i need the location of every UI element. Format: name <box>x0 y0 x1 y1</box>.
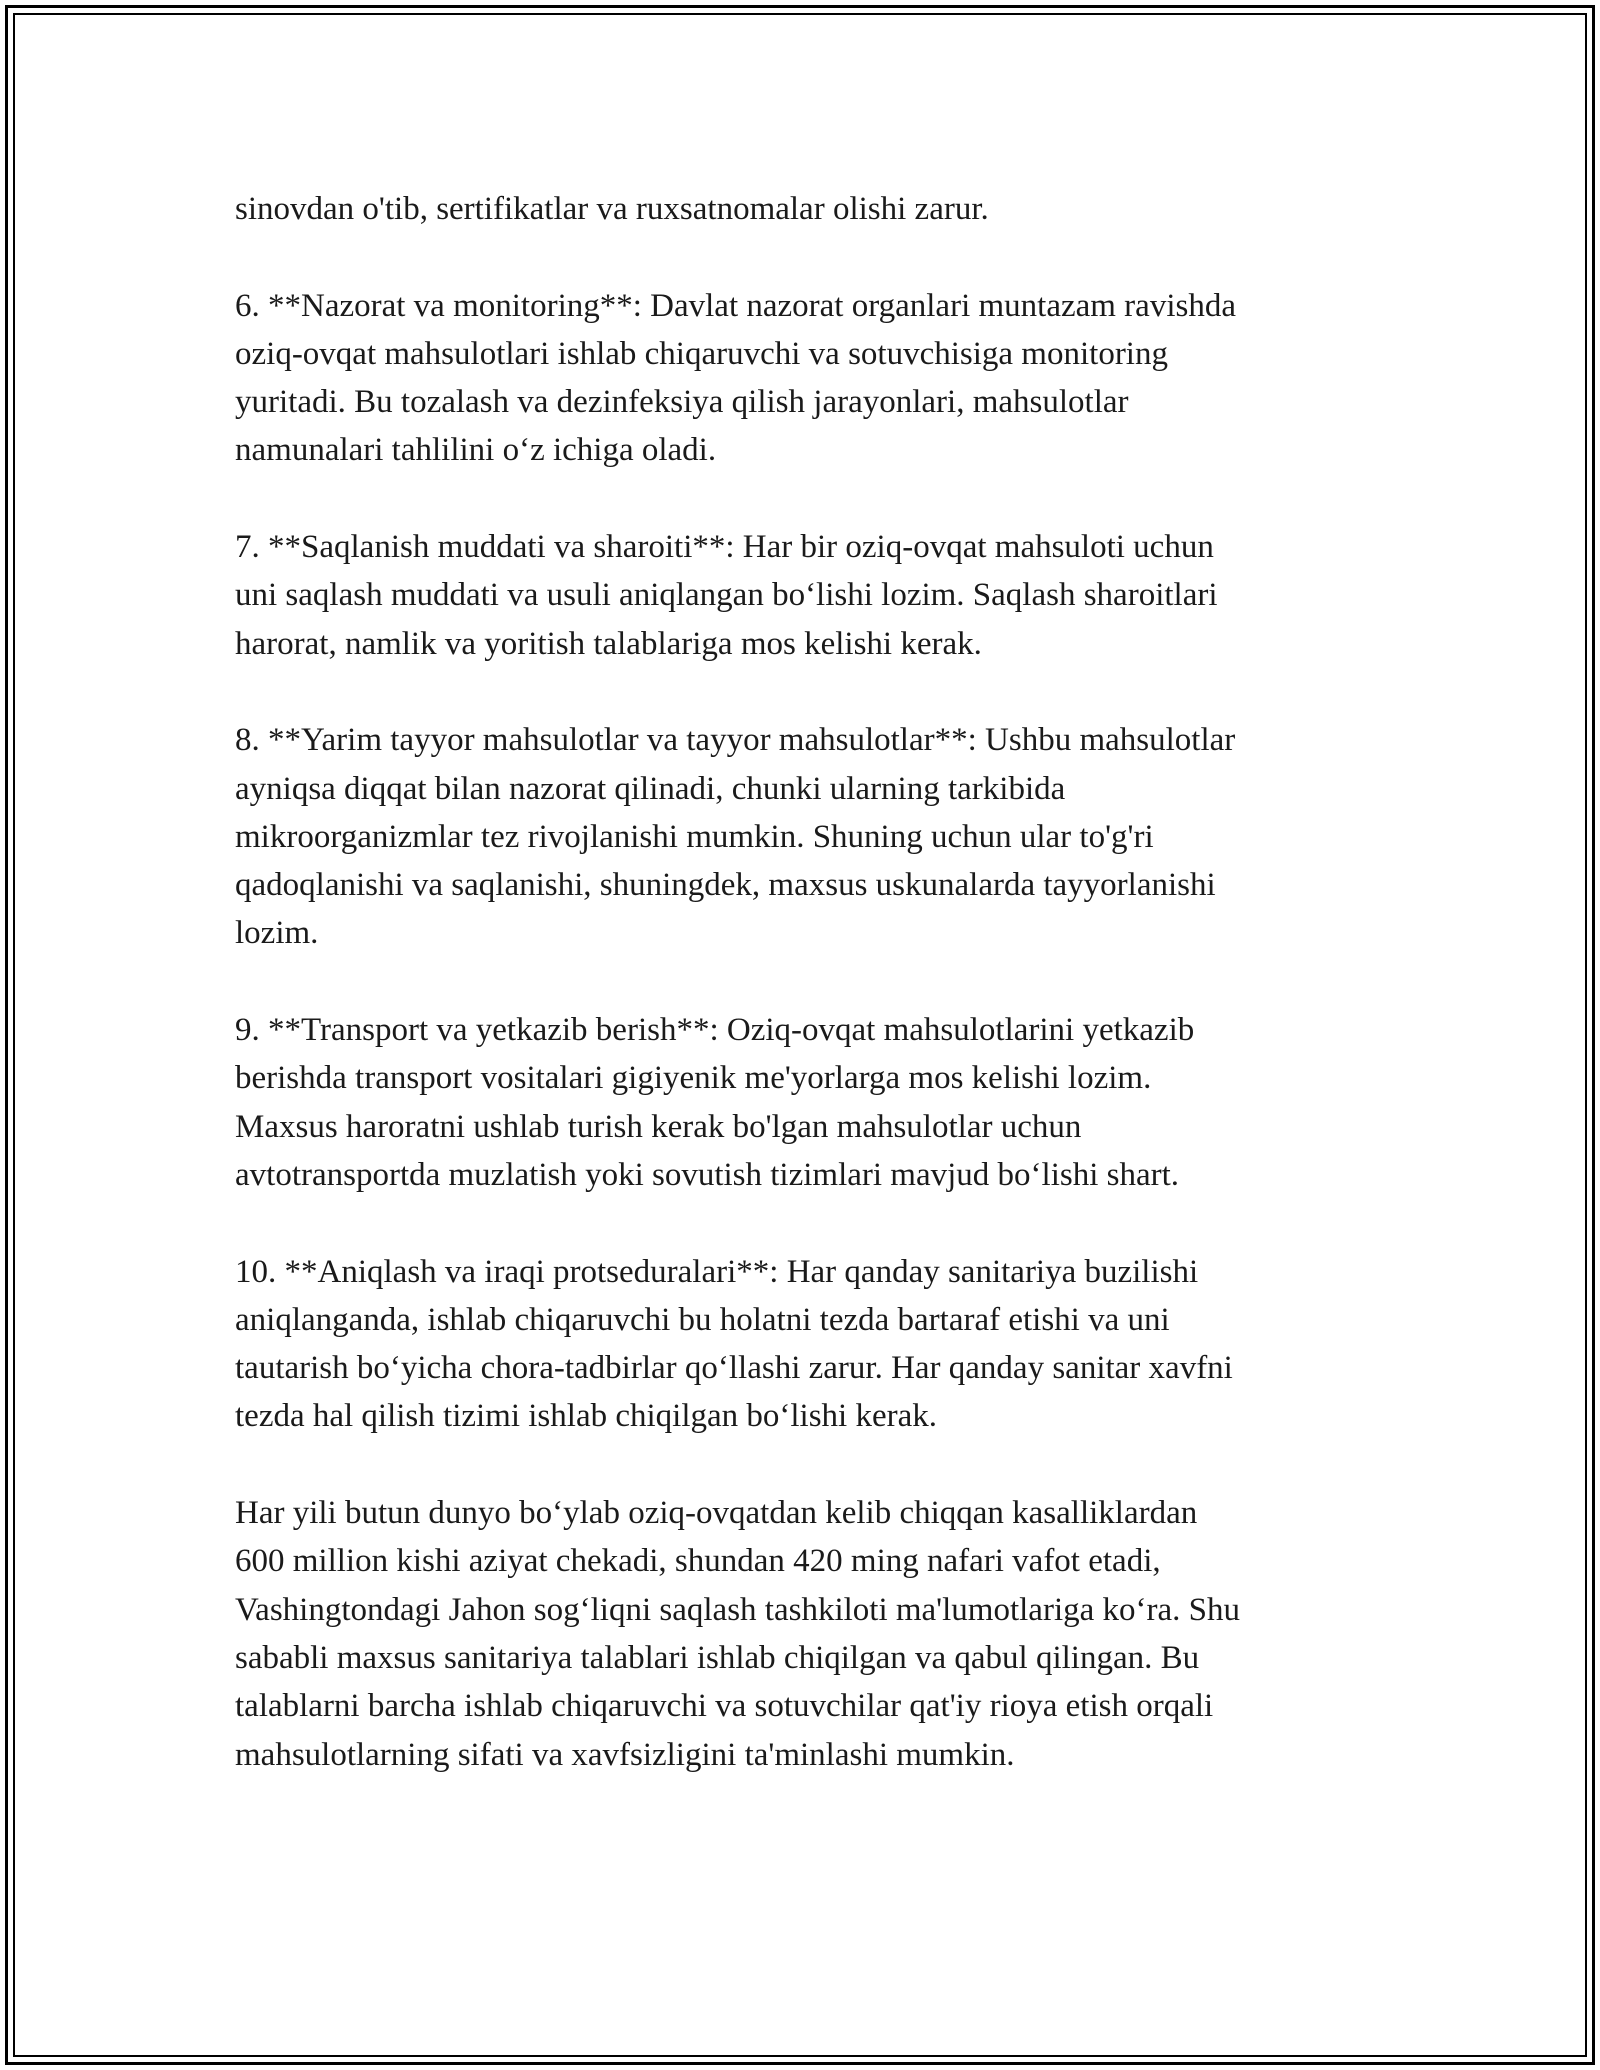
text-line: Maxsus haroratni ushlab turish kerak bo'lgan mahsulotlar uchun <box>235 1108 1082 1145</box>
paragraph-conclusion <box>235 1489 1365 1779</box>
text-line: aniqlanganda, ishlab chiqaruvchi bu holatni tezda bartaraf etishi va uni <box>235 1301 1170 1338</box>
text-line: 8. **Yarim tayyor mahsulotlar va tayyor mahsulotlar**: Ushbu mahsulotlar <box>235 722 1236 759</box>
text-line: Har yili butun dunyo bo‘ylab oziq-ovqatdan kelib chiqqan kasalliklardan <box>235 1495 1198 1532</box>
text-line: uni saqlash muddati va usuli aniqlangan bo‘lishi lozim. Saqlash sharoitlari <box>235 577 1218 614</box>
text-line: yuritadi. Bu tozalash va dezinfeksiya qilish jarayonlari, mahsulotlar <box>235 384 1129 421</box>
paragraph-item-9 <box>235 1006 1365 1199</box>
text-line: namunalari tahlilini o‘z ichiga oladi. <box>235 432 717 469</box>
text-line: 10. **Aniqlash va iraqi protseduralari**: Har qanday sanitariya buzilishi <box>235 1253 1199 1290</box>
text-line: lozim. <box>235 915 319 952</box>
text-line: berishda transport vositalari gigiyenik me'yorlarga mos kelishi lozim. <box>235 1060 1152 1097</box>
text-line: tezda hal qilish tizimi ishlab chiqilgan bo‘lishi kerak. <box>235 1398 938 1435</box>
text-line: qadoqlanishi va saqlanishi, shuningdek, maxsus uskunalarda tayyorlanishi <box>235 867 1216 904</box>
paragraph-item-7 <box>235 523 1365 668</box>
paragraph-item-10 <box>235 1248 1365 1441</box>
paragraph-item-6 <box>235 282 1365 475</box>
text-line: avtotransportda muzlatish yoki sovutish tizimlari mavjud bo‘lishi shart. <box>235 1156 1180 1193</box>
text-line: talablarni barcha ishlab chiqaruvchi va sotuvchilar qat'iy rioya etish orqali <box>235 1688 1214 1725</box>
document-body <box>235 185 1365 1779</box>
text-line: oziq-ovqat mahsulotlari ishlab chiqaruvchi va sotuvchisiga monitoring <box>235 335 1168 372</box>
text-line: mahsulotlarning sifati va xavfsizligini ta'minlashi mumkin. <box>235 1736 1015 1773</box>
paragraph-continuation <box>235 185 1365 233</box>
text-line: Vashingtondagi Jahon sog‘liqni saqlash tashkiloti ma'lumotlariga ko‘ra. Shu <box>235 1591 1240 1628</box>
text-line: 7. **Saqlanish muddati va sharoiti**: Har bir oziq-ovqat mahsuloti uchun <box>235 529 1214 566</box>
text-line: sinovdan o'tib, sertifikatlar va ruxsatnomalar olishi zarur. <box>235 191 989 227</box>
text-line: harorat, namlik va yoritish talablariga mos kelishi kerak. <box>235 625 982 662</box>
text-line: 9. **Transport va yetkazib berish**: Oziq-ovqat mahsulotlarini yetkazib <box>235 1012 1195 1049</box>
text-line: ayniqsa diqqat bilan nazorat qilinadi, chunki ularning tarkibida <box>235 770 1066 807</box>
paragraph-item-8 <box>235 716 1365 957</box>
text-line: 600 million kishi aziyat chekadi, shundan 420 ming nafari vafot etadi, <box>235 1543 1161 1580</box>
text-line: tautarish bo‘yicha chora-tadbirlar qo‘llashi zarur. Har qanday sanitar xavfni <box>235 1350 1233 1387</box>
text-line: sababli maxsus sanitariya talablari ishlab chiqilgan va qabul qilingan. Bu <box>235 1639 1200 1676</box>
text-line: 6. **Nazorat va monitoring**: Davlat nazorat organlari muntazam ravishda <box>235 287 1236 324</box>
text-line: mikroorganizmlar tez rivojlanishi mumkin. Shuning uchun ular to'g'ri <box>235 818 1154 855</box>
